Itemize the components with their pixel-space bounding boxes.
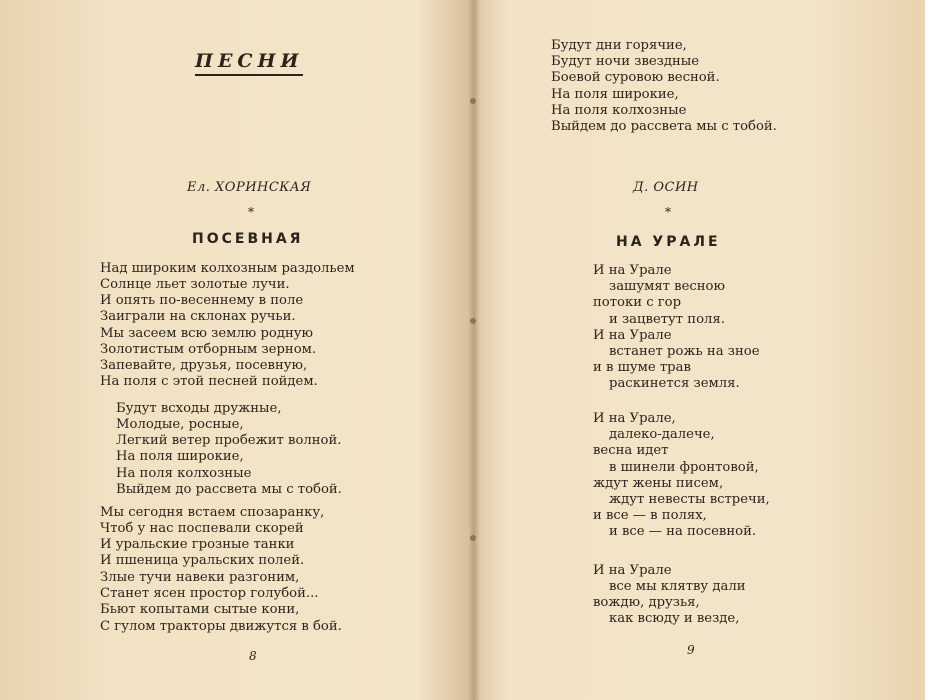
poem-line: Легкий ветер пробежит волной.	[116, 433, 342, 448]
poem-line: и все — в полях,	[593, 508, 707, 523]
poem-line: На поля колхозные	[116, 466, 252, 481]
poem-line: встанет рожь на зное	[609, 344, 760, 359]
poem-line: все мы клятву дали	[609, 579, 746, 594]
poem-line: вождю, друзья,	[593, 595, 700, 610]
poem-line: Молодые, росные,	[116, 417, 244, 432]
poem-line: Будут всходы дружные,	[116, 401, 282, 416]
binding-stitch	[470, 318, 476, 324]
poem-line: И на Урале	[593, 328, 672, 343]
poem-line: И на Урале,	[593, 411, 676, 426]
poem-line: далеко-далече,	[609, 427, 715, 442]
poem-line: Мы засеем всю землю родную	[100, 326, 314, 341]
poem-line: зашумят весною	[609, 279, 725, 294]
poem-line: Запевайте, друзья, посевную,	[100, 358, 308, 373]
star-divider: *	[248, 205, 254, 219]
poem-line: весна идет	[593, 443, 669, 458]
page-number: 8	[249, 649, 257, 663]
poem-line: и все — на посевной.	[609, 524, 757, 539]
poem-title: ПОСЕВНАЯ	[192, 231, 304, 247]
poem-line: На поля с этой песней пойдем.	[100, 374, 318, 389]
poem-line: Злые тучи навеки разгоним,	[100, 570, 300, 585]
poem-line: Выйдем до рассвета мы с тобой.	[116, 482, 342, 497]
binding-stitch	[470, 535, 476, 541]
poem-line: И опять по-весеннему в поле	[100, 293, 304, 308]
poem-line: С гулом тракторы движутся в бой.	[100, 619, 342, 634]
poem-line: Бьют копытами сытые кони,	[100, 602, 300, 617]
poem-line: и зацветут поля.	[609, 312, 725, 327]
poem-line: ждут жены писем,	[593, 476, 724, 491]
poem-line: Выйдем до рассвета мы с тобой.	[551, 119, 777, 134]
poem-line: И на Урале	[593, 263, 672, 278]
poem-line: Золотистым отборным зерном.	[100, 342, 317, 357]
poem-author: Д. ОСИН	[633, 180, 699, 195]
poem-line: На поля широкие,	[551, 87, 679, 102]
poem-line: Чтоб у нас поспевали скорей	[100, 521, 304, 536]
poem-line: раскинется земля.	[609, 376, 740, 391]
poem-line: Боевой суровою весной.	[551, 70, 720, 85]
right-page	[478, 0, 925, 700]
poem-line: Солнце льет золотые лучи.	[100, 277, 290, 292]
poem-line: как всюду и везде,	[609, 611, 740, 626]
poem-line: И на Урале	[593, 563, 672, 578]
poem-line: Будут дни горячие,	[551, 38, 687, 53]
poem-line: Над широким колхозным раздольем	[100, 261, 355, 276]
poem-line: Будут ночи звездные	[551, 54, 700, 69]
poem-line: И уральские грозные танки	[100, 537, 295, 552]
poem-line: в шинели фронтовой,	[609, 460, 759, 475]
poem-line: На поля колхозные	[551, 103, 687, 118]
poem-title: НА УРАЛЕ	[616, 234, 721, 250]
page-number: 9	[687, 643, 695, 657]
poem-line: ждут невесты встречи,	[609, 492, 770, 507]
poem-line: На поля широкие,	[116, 449, 244, 464]
binding-stitch	[470, 98, 476, 104]
poem-line: И пшеница уральских полей.	[100, 553, 305, 568]
poem-author: Ел. ХОРИНСКАЯ	[187, 180, 312, 195]
poem-line: и в шуме трав	[593, 360, 691, 375]
star-divider: *	[665, 205, 671, 219]
poem-line: Станет ясен простор голубой...	[100, 586, 319, 601]
section-title: ПЕСНИ	[195, 50, 303, 76]
poem-line: потоки с гор	[593, 295, 682, 310]
poem-line: Заиграли на склонах ручьи.	[100, 309, 296, 324]
poem-line: Мы сегодня встаем спозаранку,	[100, 505, 325, 520]
